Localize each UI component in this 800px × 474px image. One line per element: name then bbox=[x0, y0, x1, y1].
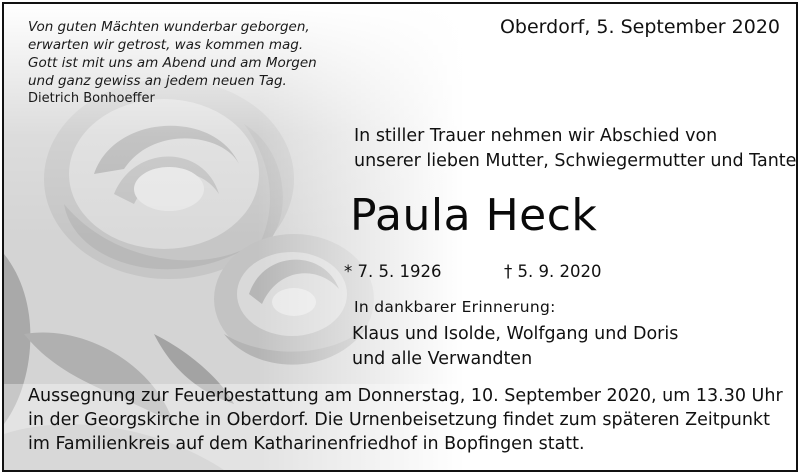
intro-text bbox=[354, 124, 796, 174]
memory-title: In dankbarer Erinnerung: bbox=[354, 298, 556, 316]
notice-line: in der Georgskirche in Oberdorf. Die Urnenbeisetzung findet zum späteren Zeitpunkt bbox=[28, 410, 770, 430]
obituary-card bbox=[2, 2, 798, 472]
mourners-line: Klaus und Isolde, Wolfgang und Doris bbox=[352, 324, 679, 344]
quote-line: Von guten Mächten wunderbar geborgen, bbox=[28, 19, 310, 35]
funeral-notice bbox=[28, 384, 783, 456]
death-date: † 5. 9. 2020 bbox=[504, 262, 602, 281]
quote-line: und ganz gewiss an jedem neuen Tag. bbox=[28, 73, 287, 89]
notice-line: im Familienkreis auf dem Katharinenfriedhof in Bopfingen statt. bbox=[28, 434, 585, 454]
quote-line: erwarten wir getrost, was kommen mag. bbox=[28, 37, 304, 53]
place-date: Oberdorf, 5. September 2020 bbox=[499, 16, 780, 38]
quote-block bbox=[28, 18, 317, 108]
mourners-list bbox=[352, 322, 678, 372]
intro-line: In stiller Trauer nehmen wir Abschied von bbox=[354, 126, 718, 146]
birth-date: * 7. 5. 1926 bbox=[344, 262, 442, 281]
quote-line: Gott ist mit uns am Abend und am Morgen bbox=[28, 55, 317, 71]
deceased-name: Paula Heck bbox=[350, 190, 598, 241]
intro-line: unserer lieben Mutter, Schwiegermutter und Tante bbox=[354, 151, 797, 171]
quote-author: Dietrich Bonhoeffer bbox=[28, 91, 155, 106]
mourners-line: und alle Verwandten bbox=[352, 349, 533, 369]
notice-line: Aussegnung zur Feuerbestattung am Donnerstag, 10. September 2020, um 13.30 Uhr bbox=[28, 386, 783, 406]
